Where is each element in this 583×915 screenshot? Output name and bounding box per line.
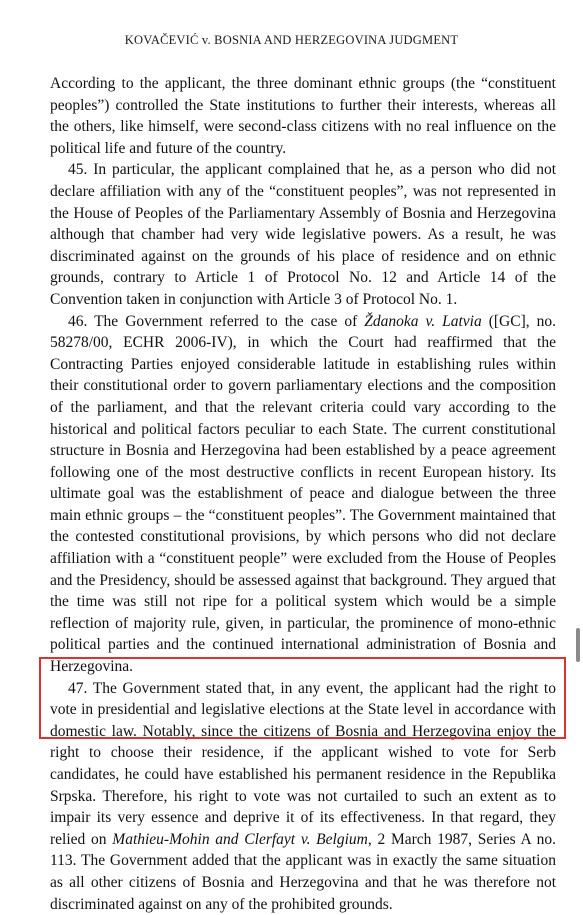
paragraph-46 <box>50 311 556 678</box>
case-citation: Mathieu-Mohin and Clerfayt v. Belgium <box>112 830 368 848</box>
judgment-body <box>50 73 556 915</box>
paragraph-text: The Government stated that, in any event, the applicant had the right to vote in presidential and legislative elections at the State level in accordance with domestic law. Notably, since the citizens of Bosnia and Herzegovina enjoy the right to choose their residence, if the applicant wished to vote for Serb candidates, he could have established his permanent residence in the Republika Srpska. Therefore, his right to vote was not curtailed to such an extent as to impair its very essence and deprive it of its effectiveness. In that regard, they relied on <box>50 679 556 848</box>
running-header: KOVAČEVIĆ v. BOSNIA AND HERZEGOVINA JUDGMENT <box>124 33 459 47</box>
paragraph-47 <box>50 678 556 915</box>
scrollbar-thumb[interactable] <box>576 628 580 662</box>
paragraph-text: The Government referred to the case of <box>94 312 365 330</box>
paragraph-number: 46. <box>68 312 88 330</box>
paragraph-number: 45. <box>68 161 88 179</box>
paragraph-text: According to the applicant, the three dominant ethnic groups (the “constituent peoples”) controlled the State institutions to further their interests, whereas all the others, like himself, were second-class citizens with no real influence on the political life and future of the country. <box>50 75 556 157</box>
paragraph-45 <box>50 159 556 310</box>
case-citation: Ždanoka v. Latvia <box>364 312 482 330</box>
paragraph-continuation <box>50 73 556 159</box>
paragraph-text: In particular, the applicant complained that he, as a person who did not declare affiliation with any of the “constituent peoples”, was not represented in the House of Peoples of the Parliamentary Assembly of Bosnia and Herzegovina although that chamber had very wide legislative powers. As a result, he was discriminated against on the grounds of his place of residence and on ethnic grounds, contrary to Article 1 of Protocol No. 12 and Article 14 of the Convention taken in conjunction with Article 3 of Protocol No. 1. <box>50 161 556 308</box>
paragraph-text: ([GC], no. 58278/00, ECHR 2006-IV), in which the Court had reaffirmed that the Contracting Parties enjoyed considerable latitude in establishing rules within their constitutional order to govern parliamentary elections and the composition of the parliament, and that the relevant criteria could vary according to the historical and political factors peculiar to each State. The current constitutional structure in Bosnia and Herzegovina had been established by a peace agreement following one of the most destructive conflicts in recent European history. Its ultimate goal was the establishment of peace and dialogue between the three main ethnic groups – the “constituent peoples”. The Government maintained that the contested constitutional provisions, by which persons who did not declare affiliation with a “constituent people” were excluded from the House of Peoples and the Presidency, should be assessed against that background. They argued that the time was still not ripe for a political system which would be a simple reflection of majority rule, given, in particular, the prominence of mono-ethnic political parties and the continued international administration of Bosnia and Herzegovina. <box>50 312 556 676</box>
paragraph-number: 47. <box>68 679 88 697</box>
paragraph-text: , 2 March 1987, Series A no. 113. The Government added that the applicant was in exactly the same situation as all other citizens of Bosnia and Herzegovina and that he was therefore not discriminated against on any of the prohibited grounds. <box>50 830 556 913</box>
